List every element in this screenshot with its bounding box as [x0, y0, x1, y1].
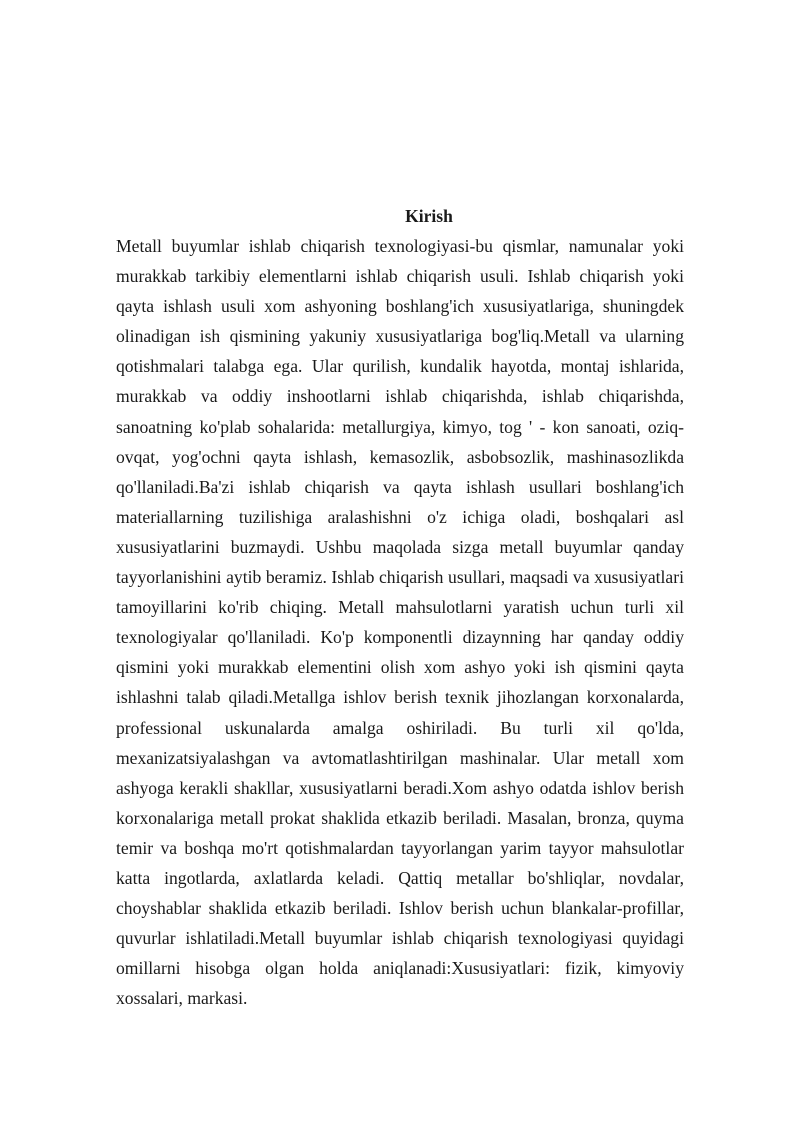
section-heading: Kirish [405, 206, 453, 226]
body-paragraph: Metall buyumlar ishlab chiqarish texnologiyasi-bu qismlar, namunalar yoki murakkab tarkibiy elementlarni ishlab chiqarish usuli. Ishlab chiqarish yoki qayta ishlash usuli xom ashyoning boshlang'ich xususiyatlariga, shuningdek olinadigan ish qismining yakuniy xususiyatlariga bog'liq.Metall va ularning qotishmalari talabga ega. Ular qurilish, kundalik hayotda, montaj ishlarida, murakkab va oddiy inshootlarni ishlab chiqarishda, ishlab chiqarishda, sanoatning ko'plab sohalarida: metallurgiya, kimyo, tog ' - kon sanoati, oziq-ovqat, yog'ochni qayta ishlash, kemasozlik, asbobsozlik, mashinasozlikda qo'llaniladi.Ba'zi ishlab chiqarish va qayta ishlash usullari boshlang'ich materiallarning tuzilishiga aralashishni o'z ichiga oladi, boshqalari asl xususiyatlarini buzmaydi. Ushbu maqolada sizga metall buyumlar qanday tayyorlanishini aytib beramiz. Ishlab chiqarish usullari, maqsadi va xususiyatlari tamoyillarini ko'rib chiqing. Metall mahsulotlarni yaratish uchun turli xil texnologiyalar qo'llaniladi. Ko'p komponentli dizaynning har qanday oddiy qismini yoki murakkab elementini olish xom ashyo yoki ish qismini qayta ishlashni talab qiladi.Metallga ishlov berish texnik jihozlangan korxonalarda, professional uskunalarda amalga oshiriladi. Bu turli xil qo'lda, mexanizatsiyalashgan va avtomatlashtirilgan mashinalar. Ular metall xom ashyoga kerakli shakllar, xususiyatlarni beradi.Xom ashyo odatda ishlov berish korxonalariga metall prokat shaklida etkazib beriladi. Masalan, bronza, quyma temir va boshqa mo'rt qotishmalardan tayyorlangan yarim tayyor mahsulotlar katta ingotlarda, axlatlarda keladi. Qattiq metallar bo'shliqlar, novdalar, choyshablar shaklida etkazib beriladi. Ishlov berish uchun blankalar-profillar, quvurlar ishlatiladi.Metall buyumlar ishlab chiqarish texnologiyasi quyidagi omillarni hisobga olgan holda aniqlanadi:Xususiyatlari: fizik, kimyoviy xossalari, markasi. [116, 236, 684, 1009]
